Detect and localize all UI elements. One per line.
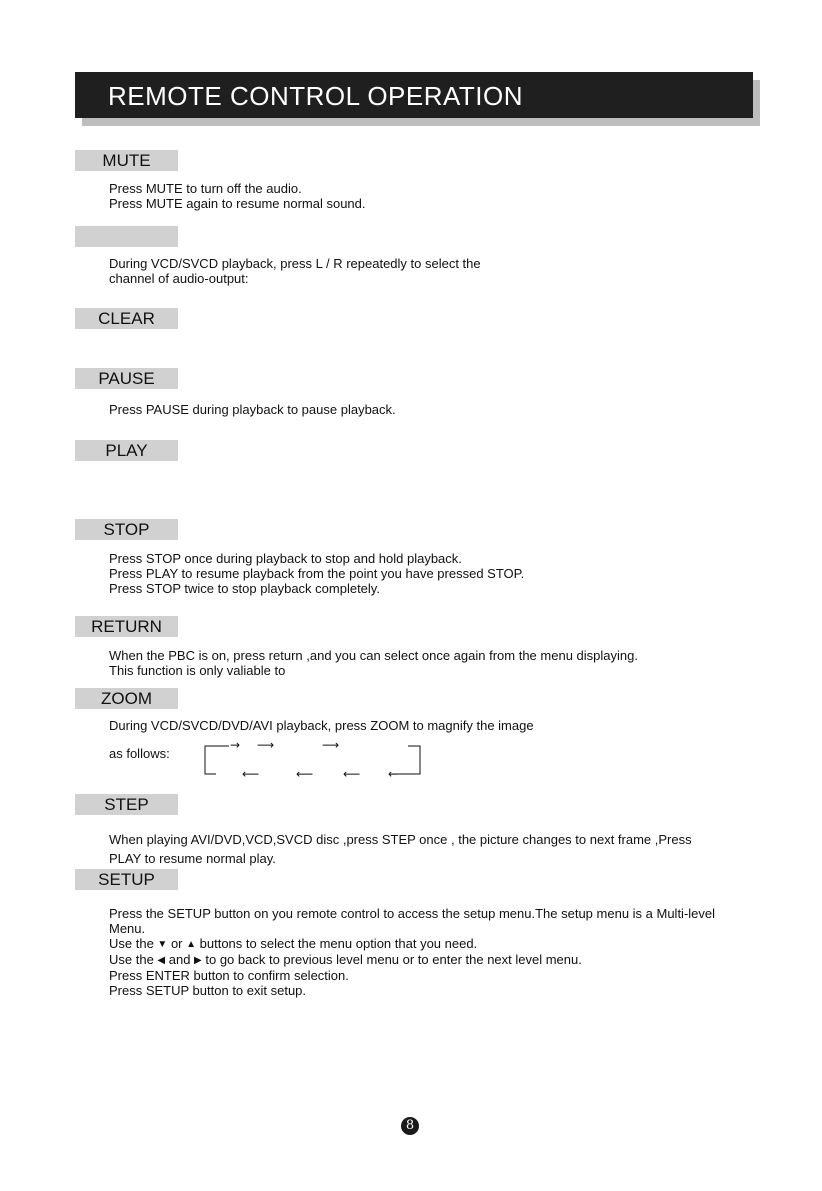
text-fragment: Use the <box>109 936 158 951</box>
zoom-as-follows: as follows: <box>109 746 170 761</box>
text-line: When the PBC is on, press return ,and you can select once again from the menu displaying. <box>109 648 638 663</box>
section-label-setup: SETUP <box>75 869 178 890</box>
text-line <box>109 952 715 968</box>
text-line: Press SETUP button to exit setup. <box>109 983 307 998</box>
text-line: This function is only valiable to <box>109 663 286 678</box>
lr-description <box>109 256 481 286</box>
text-line: Press MUTE again to resume normal sound. <box>109 196 366 211</box>
step-description <box>109 830 692 868</box>
text-line: Press STOP twice to stop playback completely. <box>109 581 380 596</box>
section-label-play: PLAY <box>75 440 178 461</box>
title-banner <box>75 72 753 118</box>
zoom-arrow-right-icon: ⟶ <box>257 740 275 752</box>
text-fragment: Use the <box>109 952 158 967</box>
return-description <box>109 648 638 678</box>
setup-description <box>109 906 715 998</box>
text-fragment: and <box>165 952 195 967</box>
section-label-zoom: ZOOM <box>75 688 178 709</box>
up-arrow-icon: ▲ <box>186 939 197 950</box>
zoom-cycle-diagram <box>200 740 425 780</box>
zoom-description <box>109 718 534 733</box>
section-label-pause: PAUSE <box>75 368 178 389</box>
text-line: Press ENTER button to confirm selection. <box>109 968 349 983</box>
section-label-step: STEP <box>75 794 178 815</box>
page-number-badge: 8 <box>401 1117 419 1135</box>
pause-description <box>109 402 396 417</box>
section-label-lr <box>75 226 178 247</box>
text-line: Press PLAY to resume playback from the point you have pressed STOP. <box>109 566 525 581</box>
page-title: REMOTE CONTROL OPERATION <box>108 81 524 111</box>
text-line: Press the SETUP button on you remote control to access the setup menu.The setup menu is a Multi-level <box>109 906 716 921</box>
text-line: During VCD/SVCD playback, press L / R repeatedly to select the <box>109 256 481 271</box>
text-line: channel of audio-output: <box>109 271 249 286</box>
zoom-arrow-left-icon: ⟵ <box>296 767 314 780</box>
zoom-bracket-left <box>205 746 229 774</box>
section-label-mute: MUTE <box>75 150 178 171</box>
text-line: During VCD/SVCD/DVD/AVI playback, press ZOOM to magnify the image <box>109 718 534 733</box>
text-line: Press MUTE to turn off the audio. <box>109 181 302 196</box>
text-line <box>109 936 715 952</box>
text-line: PLAY to resume normal play. <box>109 851 276 866</box>
section-label-clear: CLEAR <box>75 308 178 329</box>
zoom-arrow-left-icon: ← <box>388 767 399 780</box>
zoom-arrow-left-icon: ⟵ <box>343 767 361 780</box>
zoom-arrow-right-icon: → <box>230 740 241 752</box>
section-label-return: RETURN <box>75 616 178 637</box>
text-fragment: buttons to select the menu option that you need. <box>196 936 478 951</box>
text-fragment: to go back to previous level menu or to enter the next level menu. <box>201 952 582 967</box>
zoom-arrow-left-icon: ⟵ <box>242 767 260 780</box>
text-line: Press STOP once during playback to stop and hold playback. <box>109 551 462 566</box>
left-arrow-icon: ◀ <box>157 955 166 966</box>
text-line: When playing AVI/DVD,VCD,SVCD disc ,press STEP once , the picture changes to next frame ,Press <box>109 832 692 847</box>
text-line: Press PAUSE during playback to pause playback. <box>109 402 396 417</box>
stop-description <box>109 551 524 596</box>
mute-description <box>109 181 366 211</box>
section-label-stop: STOP <box>75 519 178 540</box>
text-line: Menu. <box>109 921 146 936</box>
down-arrow-icon: ▼ <box>157 939 168 950</box>
right-arrow-icon: ▶ <box>194 955 202 966</box>
text-fragment: or <box>167 936 187 951</box>
zoom-arrow-right-icon: ⟶ <box>322 740 340 752</box>
